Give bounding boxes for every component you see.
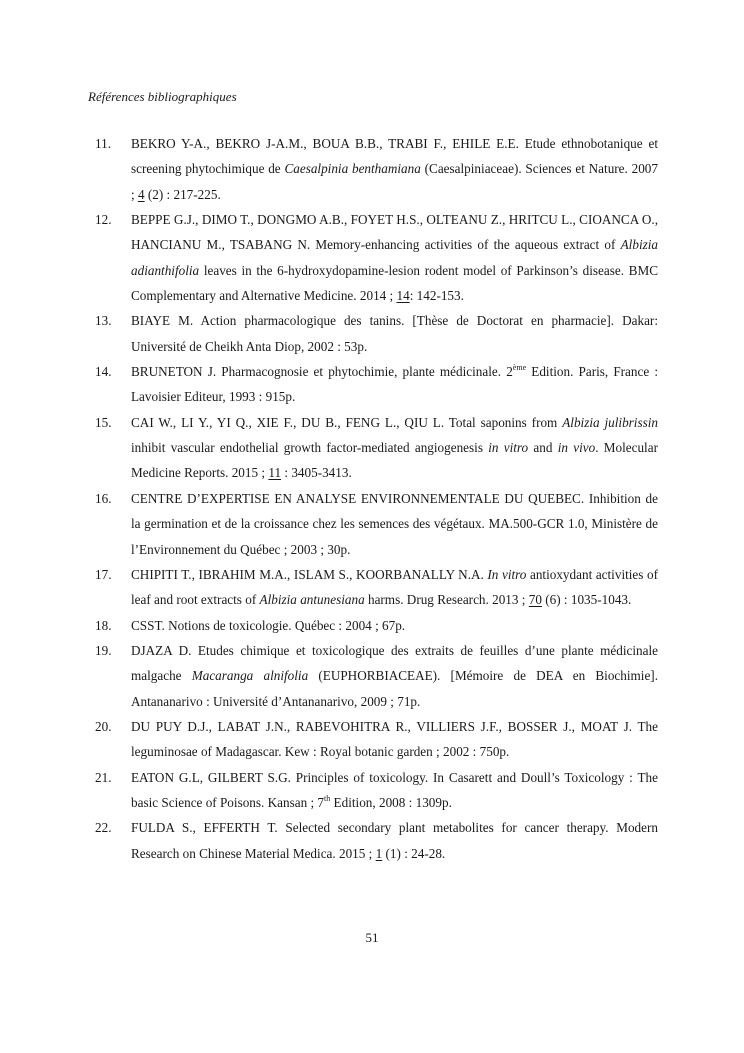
- reference-number: 17.: [95, 566, 112, 582]
- reference-item: [88, 308, 658, 359]
- reference-text-segment: EATON G.L, GILBERT S.G. Principles of toxicology. In Casarett and Doull’s Toxicology : The basic Science of Poisons. Kansan ; 7: [131, 769, 658, 810]
- reference-underline-text: 70: [528, 592, 542, 608]
- reference-number: 11.: [95, 136, 111, 151]
- reference-text-segment: (2) : 217-225.: [144, 186, 221, 202]
- reference-item: [88, 765, 658, 816]
- reference-sup-text: th: [324, 793, 331, 803]
- reference-list: [88, 131, 658, 866]
- reference-text-segment: Edition, 2008 : 1309p.: [330, 794, 452, 810]
- reference-item: [88, 638, 658, 714]
- reference-text: [131, 820, 658, 860]
- reference-number: 13.: [95, 313, 112, 329]
- reference-italic-text: Caesalpinia benthamiana: [284, 161, 421, 177]
- reference-text-segment: : 3405-3413.: [281, 465, 352, 481]
- reference-text-segment: BIAYE M. Action pharmacologique des tanins. [Thèse de Doctorat en pharmacie]. Dakar: Université de Cheikh Anta Diop, 2002 : 53p.: [131, 313, 658, 354]
- reference-text-segment: inhibit vascular endothelial growth factor-mediated angiogenesis: [131, 440, 489, 456]
- reference-text: [131, 770, 658, 810]
- reference-text-segment: Edition. Paris, France : Lavoisier Editeur, 1993 : 915p.: [131, 364, 658, 405]
- reference-number: 14.: [95, 364, 112, 380]
- page-number: 51: [365, 930, 379, 945]
- reference-text-segment: BEPPE G.J., DIMO T., DONGMO A.B., FOYET H.S., OLTEANU Z., HRITCU L., CIOANCA O., HANCIANU M., TSABANG N. Memory-enhancing activities of the aqueous extract of: [131, 212, 658, 253]
- reference-text-segment: harms. Drug Research. 2013 ;: [364, 592, 529, 608]
- reference-italic-text: Albizia julibrissin: [562, 414, 658, 430]
- reference-text-segment: CHIPITI T., IBRAHIM M.A., ISLAM S., KOORBANALLY N.A.: [131, 566, 488, 582]
- reference-sup-text: ème: [512, 363, 527, 373]
- reference-item: [88, 562, 658, 613]
- reference-item: [88, 714, 658, 765]
- reference-text: [131, 618, 405, 633]
- reference-number: 21.: [95, 769, 112, 785]
- reference-item: [88, 359, 658, 410]
- reference-number: 16.: [95, 490, 112, 506]
- reference-text-segment: (1) : 24-28.: [382, 845, 446, 861]
- reference-text-segment: BRUNETON J. Pharmacognosie et phytochimie, plante médicinale. 2: [131, 364, 513, 380]
- reference-text: [131, 643, 658, 709]
- reference-text: [131, 719, 658, 759]
- reference-text-segment: and: [528, 440, 558, 456]
- reference-text-segment: leaves in the 6-hydroxydopamine-lesion rodent model of Parkinson’s disease. BMC Complementary and Alternative Medicine. 2014 ;: [131, 262, 658, 304]
- reference-text: [131, 567, 658, 607]
- reference-number: 15.: [95, 414, 112, 430]
- reference-number: 12.: [95, 212, 112, 228]
- running-head: Références bibliographiques: [88, 89, 237, 104]
- reference-item: [88, 486, 658, 562]
- reference-text-segment: CAI W., LI Y., YI Q., XIE F., DU B., FENG L., QIU L. Total saponins from: [131, 414, 563, 430]
- reference-italic-text: Macaranga alnifolia: [191, 668, 309, 684]
- reference-text-segment: (6) : 1035-1043.: [541, 592, 632, 608]
- reference-number: 18.: [95, 617, 112, 633]
- reference-text: [131, 212, 658, 303]
- reference-number: 19.: [95, 642, 112, 658]
- reference-text-segment: (Caesalpiniaceae). Sciences et Nature. 2007 ;: [131, 161, 658, 202]
- reference-text-segment: antioxydant activities of leaf and root extracts of: [131, 566, 658, 608]
- reference-italic-text: in vivo: [557, 440, 596, 456]
- reference-underline-text: 1: [375, 845, 383, 861]
- reference-text-segment: . Molecular Medicine Reports. 2015 ;: [131, 440, 658, 481]
- reference-italic-text: in vitro: [488, 440, 529, 456]
- reference-text: [131, 313, 658, 353]
- reference-italic-text: Albizia adianthifolia: [131, 237, 658, 278]
- reference-item: [88, 613, 658, 638]
- reference-text: [131, 415, 658, 481]
- reference-text-segment: (EUPHORBIACEAE). [Mémoire de DEA en Biochimie]. Antananarivo : Université d’Antananarivo, 2009 ; 71p.: [131, 668, 658, 709]
- reference-text: [131, 136, 658, 202]
- reference-text-segment: DJAZA D. Etudes chimique et toxicologique des extraits de feuilles d’une plante médicinale malgache: [131, 642, 658, 684]
- reference-text-segment: DU PUY D.J., LABAT J.N., RABEVOHITRA R., VILLIERS J.F., BOSSER J., MOAT J. The leguminosae of Madagascar. Kew : Royal botanic garden ; 2002 : 750p.: [131, 718, 658, 760]
- reference-item: [88, 207, 658, 308]
- reference-text-segment: CSST. Notions de toxicologie. Québec : 2004 ; 67p.: [131, 617, 406, 633]
- reference-text-segment: BEKRO Y-A., BEKRO J-A.M., BOUA B.B., TRABI F., EHILE E.E. Etude ethnobotanique et screening phytochimique de: [131, 136, 658, 177]
- reference-text-segment: : 142-153.: [409, 288, 464, 304]
- reference-text: [131, 491, 658, 557]
- reference-text: [131, 364, 658, 404]
- reference-number: 20.: [95, 718, 112, 734]
- reference-item: [88, 815, 658, 866]
- reference-text-segment: CENTRE D’EXPERTISE EN ANALYSE ENVIRONNEMENTALE DU QUEBEC. Inhibition de la germination et de la croissance chez les semences des végétaux. MA.500-GCR 1.0, Ministère de l’Environnement du Québec ; 2003 ; 30p.: [131, 490, 658, 557]
- reference-text-segment: FULDA S., EFFERTH T. Selected secondary plant metabolites for cancer therapy. Modern Research on Chinese Material Medica. 2015 ;: [131, 820, 658, 861]
- reference-underline-text: 4: [137, 186, 145, 202]
- reference-item: [88, 131, 658, 207]
- reference-underline-text: 11: [268, 465, 282, 481]
- reference-number: 22.: [95, 820, 112, 836]
- reference-italic-text: Albizia antunesiana: [259, 592, 365, 608]
- reference-underline-text: 14: [396, 288, 410, 304]
- reference-italic-text: In vitro: [487, 566, 527, 582]
- reference-item: [88, 410, 658, 486]
